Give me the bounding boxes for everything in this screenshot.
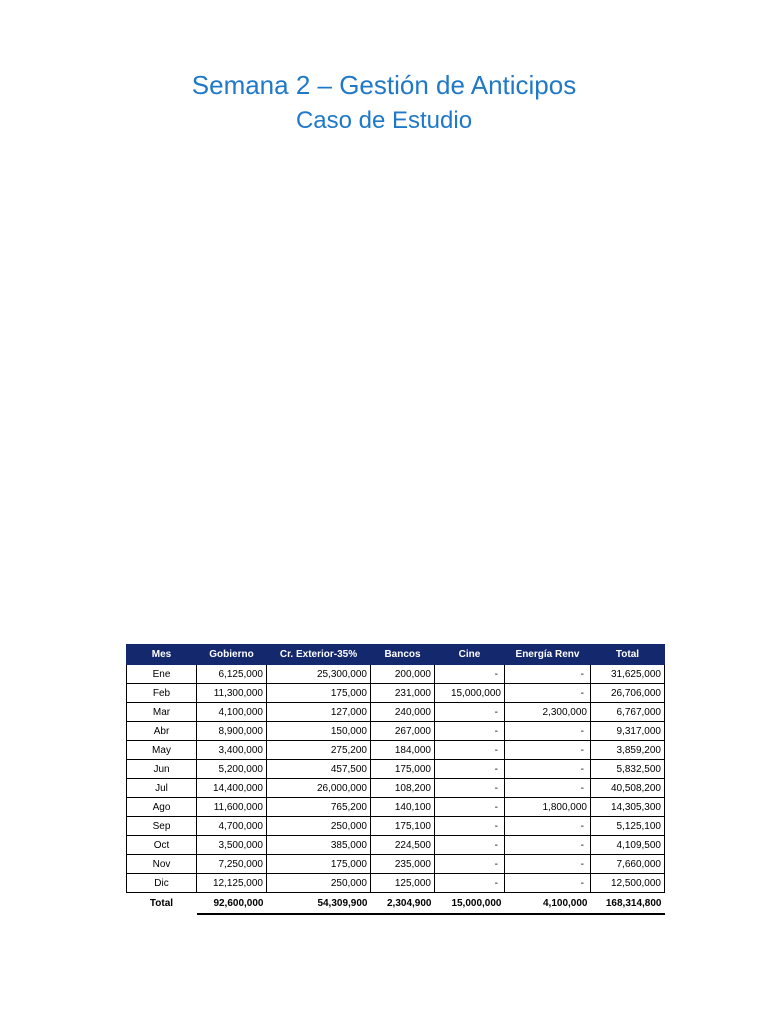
value-cell: 127,000	[267, 703, 371, 722]
month-cell: Sep	[127, 817, 197, 836]
month-cell: Jul	[127, 779, 197, 798]
month-cell: Jun	[127, 760, 197, 779]
total-row	[127, 893, 665, 915]
value-cell: -	[505, 665, 591, 684]
value-cell: -	[505, 779, 591, 798]
value-cell: 231,000	[371, 684, 435, 703]
column-header: Cine	[435, 645, 505, 665]
value-cell: 15,000,000	[435, 684, 505, 703]
value-cell: 385,000	[267, 836, 371, 855]
value-cell: 140,100	[371, 798, 435, 817]
value-cell: -	[435, 855, 505, 874]
value-cell: -	[435, 760, 505, 779]
value-cell: -	[505, 722, 591, 741]
value-cell: 9,317,000	[591, 722, 665, 741]
value-cell: 4,100,000	[197, 703, 267, 722]
column-header: Mes	[127, 645, 197, 665]
total-value: 4,100,000	[505, 893, 591, 915]
month-cell: May	[127, 741, 197, 760]
value-cell: 4,700,000	[197, 817, 267, 836]
total-value: 54,309,900	[267, 893, 371, 915]
column-header: Total	[591, 645, 665, 665]
value-cell: -	[505, 760, 591, 779]
value-cell: -	[435, 779, 505, 798]
month-cell: Feb	[127, 684, 197, 703]
page-subtitle: Caso de Estudio	[295, 107, 473, 134]
value-cell: 184,000	[371, 741, 435, 760]
value-cell: 240,000	[371, 703, 435, 722]
value-cell: 108,200	[371, 779, 435, 798]
value-cell: 11,300,000	[197, 684, 267, 703]
value-cell: 11,600,000	[197, 798, 267, 817]
value-cell: -	[435, 817, 505, 836]
value-cell: -	[505, 836, 591, 855]
page-title: Semana 2 – Gestión de Anticipos	[191, 70, 577, 100]
table-row	[127, 798, 665, 817]
value-cell: 250,000	[267, 817, 371, 836]
value-cell: -	[505, 741, 591, 760]
total-value: 2,304,900	[371, 893, 435, 915]
value-cell: 2,300,000	[505, 703, 591, 722]
value-cell: 250,000	[267, 874, 371, 893]
value-cell: 5,200,000	[197, 760, 267, 779]
value-cell: -	[435, 874, 505, 893]
month-cell: Oct	[127, 836, 197, 855]
value-cell: -	[435, 741, 505, 760]
month-cell: Ene	[127, 665, 197, 684]
value-cell: 5,125,100	[591, 817, 665, 836]
value-cell: 275,200	[267, 741, 371, 760]
column-header: Gobierno	[197, 645, 267, 665]
value-cell: 12,125,000	[197, 874, 267, 893]
value-cell: 14,305,300	[591, 798, 665, 817]
table-row	[127, 817, 665, 836]
value-cell: 175,000	[267, 684, 371, 703]
value-cell: 457,500	[267, 760, 371, 779]
column-header: Bancos	[371, 645, 435, 665]
value-cell: 5,832,500	[591, 760, 665, 779]
month-cell: Dic	[127, 874, 197, 893]
month-cell: Ago	[127, 798, 197, 817]
value-cell: 150,000	[267, 722, 371, 741]
value-cell: 224,500	[371, 836, 435, 855]
table-row	[127, 855, 665, 874]
table-row	[127, 760, 665, 779]
value-cell: -	[505, 874, 591, 893]
value-cell: 4,109,500	[591, 836, 665, 855]
value-cell: 7,250,000	[197, 855, 267, 874]
table-row	[127, 722, 665, 741]
total-label: Total	[149, 898, 174, 909]
column-header: Energía Renv	[505, 645, 591, 665]
value-cell: 200,000	[371, 665, 435, 684]
table-header-row	[127, 645, 665, 665]
month-cell: Mar	[127, 703, 197, 722]
value-cell: 40,508,200	[591, 779, 665, 798]
table-row	[127, 874, 665, 893]
month-cell: Nov	[127, 855, 197, 874]
table-row	[127, 779, 665, 798]
value-cell: 3,500,000	[197, 836, 267, 855]
value-cell: 235,000	[371, 855, 435, 874]
value-cell: 1,800,000	[505, 798, 591, 817]
table-row	[127, 665, 665, 684]
table-row	[127, 703, 665, 722]
total-value: 15,000,000	[435, 893, 505, 915]
column-header: Cr. Exterior-35%	[267, 645, 371, 665]
table-row	[127, 684, 665, 703]
value-cell: -	[435, 836, 505, 855]
value-cell: -	[435, 703, 505, 722]
value-cell: -	[505, 817, 591, 836]
value-cell: 6,767,000	[591, 703, 665, 722]
table-row	[127, 836, 665, 855]
value-cell: 765,200	[267, 798, 371, 817]
value-cell: 26,706,000	[591, 684, 665, 703]
value-cell: -	[435, 665, 505, 684]
value-cell: 175,000	[371, 760, 435, 779]
value-cell: -	[505, 855, 591, 874]
value-cell: 6,125,000	[197, 665, 267, 684]
value-cell: 125,000	[371, 874, 435, 893]
value-cell: 8,900,000	[197, 722, 267, 741]
value-cell: 175,000	[267, 855, 371, 874]
total-value: 92,600,000	[197, 893, 267, 915]
value-cell: 175,100	[371, 817, 435, 836]
value-cell: 267,000	[371, 722, 435, 741]
value-cell: 26,000,000	[267, 779, 371, 798]
value-cell: 7,660,000	[591, 855, 665, 874]
month-cell: Abr	[127, 722, 197, 741]
value-cell: 3,400,000	[197, 741, 267, 760]
value-cell: -	[505, 684, 591, 703]
value-cell: -	[435, 798, 505, 817]
value-cell: 14,400,000	[197, 779, 267, 798]
value-cell: 12,500,000	[591, 874, 665, 893]
table-row	[127, 741, 665, 760]
total-value: 168,314,800	[591, 893, 665, 915]
value-cell: 25,300,000	[267, 665, 371, 684]
data-table	[126, 644, 665, 915]
value-cell: 31,625,000	[591, 665, 665, 684]
value-cell: 3,859,200	[591, 741, 665, 760]
value-cell: -	[435, 722, 505, 741]
